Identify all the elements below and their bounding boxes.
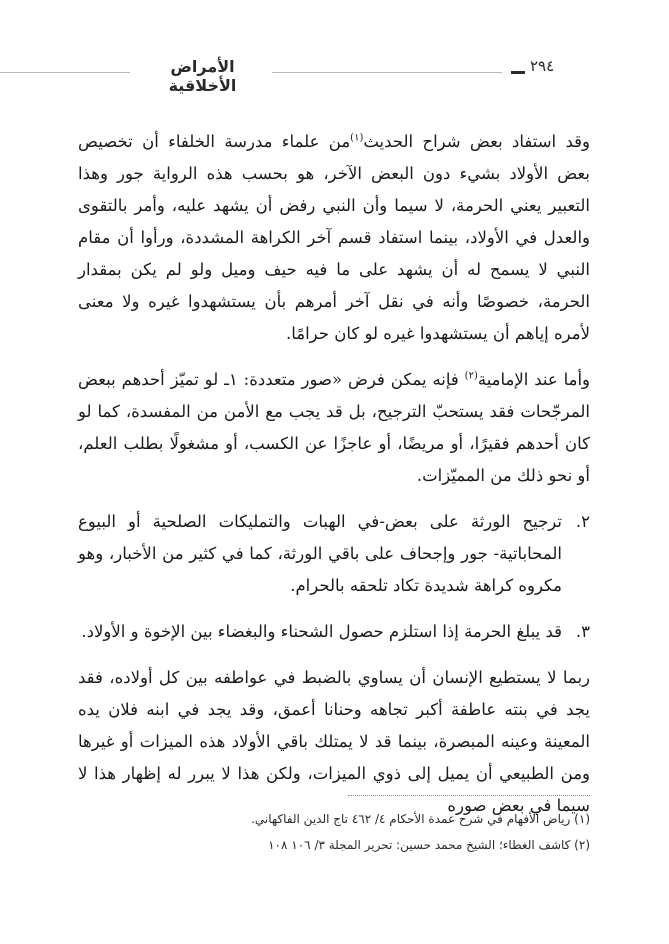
footnote-ref-1[interactable]: (١) — [350, 132, 364, 144]
footnote-2: (٢) كاشف الغطاء؛ الشيخ محمد حسين: تحرير المجلة ٣/ ١٠٦ ١٠٨ — [268, 838, 590, 852]
header-rule-left — [0, 72, 130, 73]
paragraph-1-lead: وقد استفاد بعض شراح الحديث — [363, 132, 590, 151]
header-rule-right — [272, 72, 502, 73]
list-item-text: قد يبلغ الحرمة إذا استلزم حصول الشحناء والبغضاء بين الإخوة و الأولاد. — [81, 622, 562, 641]
paragraph-2-lead: وأما عند الإمامية — [477, 370, 590, 389]
list-item-number: ٣. — [575, 622, 590, 641]
paragraph-2-rest: فإنه يمكن فرض «صور متعددة: ١ـ لو تميّز أحدهم ببعض المرجّحات فقد يستحبّ الترجيح، بل قد يجب مع الأمن من المفسدة، كما لو كان أحدهم فقيرًا، أو مريضًا، أو عاجزًا عن الكسب، أو مشغولًا بطلب العلم، أو نحو ذلك من المميّزات. — [78, 370, 590, 485]
footnotes — [78, 806, 590, 858]
list-item — [78, 616, 590, 648]
paragraph-1-rest: من علماء مدرسة الخلفاء أن تخصيص بعض الأولاد بشيء دون البعض الآخر، هو بحسب هذه الرواية جور وهذا التعبير يعني الحرمة، لا سيما وأن النبي رفض أن يشهد عليه، وأمر بالتقوى والعدل في الأولاد، بينما استفاد قسم آخر الكراهة المشددة، ورأوا أن مقام النبي لا يسمح له أن يشهد على ما فيه حيف وميل ولو لم يكن بمقدار الحرمة، خصوصًا وأنه في نقل آخر أمرهم بأن يستشهدوا غيره ولا معنى لأمره إياهم أن يستشهدوا غيره لو كان حرامًا. — [78, 132, 590, 343]
paragraph-2 — [78, 364, 590, 492]
list-item — [78, 506, 590, 602]
paragraph-3: ربما لا يستطيع الإنسان أن يساوي بالضبط في عواطفه بين كل أولاده، فقد يجد في بنته عاطفة أكبر تجاهه وحنانا أعمق، وقد يجد في ابنه فلان يده المعينة وعينه المبصرة، بينما قد لا يمتلك باقي الأولاد هذه الميزات أو غيرها ومن الطبيعي أن يميل إلى ذوي الميزات، ولكن هذا لا يبرر له إظهار هذا لا سيما في بعض صوره — [78, 668, 590, 815]
page-header — [0, 54, 669, 95]
header-dash — [511, 71, 525, 74]
footnote-1: (١) رياض الأفهام في شرح عمدة الأحكام ٤/ ٤٦٢ تاج الدين الفاكهاني. — [251, 812, 590, 826]
paragraph-1 — [78, 126, 590, 350]
page-number: ٢٩٤ — [530, 57, 555, 75]
footnote-ref-2[interactable]: (٢) — [464, 370, 478, 382]
list-item-number: ٢. — [575, 512, 590, 531]
footnote-separator — [348, 795, 590, 796]
list-item-text: ترجيح الورثة على بعض-في الهبات والتمليكات الصلحية أو البيوع المحاباتية- جور وإجحاف على باقي الورثة، كما في كثير من الأخبار، وهو مكروه كراهة شديدة تكاد تلحقه بالحرام. — [78, 512, 562, 595]
running-title: الأمراض الأخلاقية — [168, 57, 237, 95]
main-text — [78, 126, 590, 822]
